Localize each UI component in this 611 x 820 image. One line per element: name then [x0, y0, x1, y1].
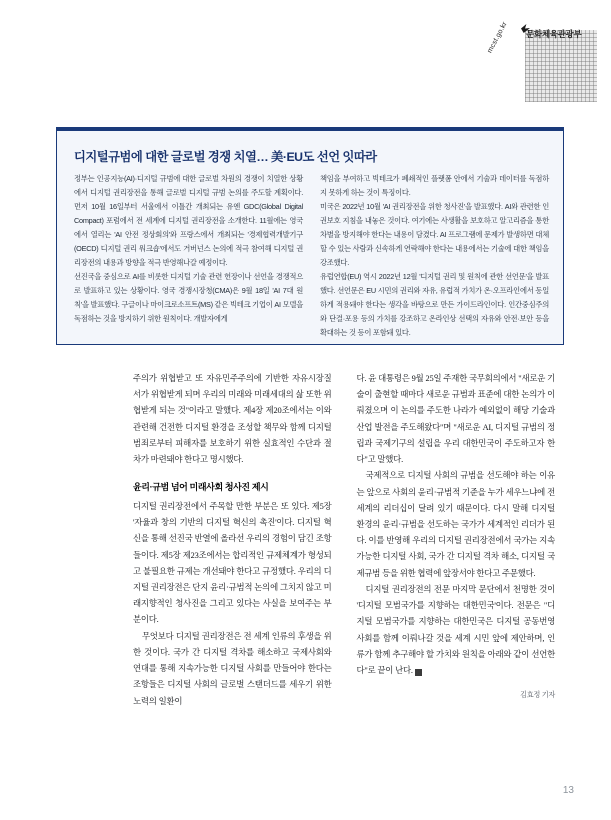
article-paragraph: 국제적으로 디지털 사회의 규범을 선도해야 하는 이유는 앞으로 사회의 윤리·규범적 기준을 누가 세우느냐에 전 세계의 리더십이 달려 있기 때문이다. 다시 말해 디지털 환경의 윤리·규범을 선도하는 국가가 세계적인 리더가 된다. 이를 반영해 우리의 디지털 권리장전에서 국가는 지속가능한 디지털 사회, 국가 간 디지털 격차 해소, 디지털 국제규범 등을 위한 협력에 앞장서야 한다고 주문했다.: [356, 471, 555, 578]
logo-url-text: mcst.go.kr: [486, 20, 509, 55]
article-byline: 김효정 기자: [520, 690, 555, 700]
article-paragraph-text: 디지털 권리장전의 전문 마지막 문단에서 천명한 것이 '디지털 모범국가를 지향하는 대한민국'이다. 전문은 "디지털 모범국가를 지향하는 대한민국은 디지털 공동번영사회를 함께 이뤄나갈 것을 세계 시민 앞에 제안하며, 인류가 함께 추구해야 할 가치와 원칙을 아래와 같이 선언한다"로 끝이 난다.: [356, 584, 555, 675]
highlight-box-right-column: [320, 172, 549, 337]
article-paragraph: 주의가 위협받고 또 자유민주주의에 기반한 자유시장질서가 위협받게 되며 우리의 미래와 미래세대의 삶 또한 위협받게 되는 것"이라고 말했다. 제4장 제20조에서는 이와 관련해 건전한 디지털 환경을 조성할 책무와 함께 디지털 범죄로부터 피해자를 보호하기 위한 실효적인 수단과 절차가 마련돼야 한다고 명시했다.: [133, 374, 332, 465]
page-number: 13: [562, 785, 574, 796]
masthead-logo: [486, 14, 597, 106]
highlight-box-left-column: [74, 172, 303, 334]
highlight-box-columns: [74, 172, 549, 337]
article-subheading: 윤리·규범 넘어 미래사회 청사진 제시: [133, 482, 269, 493]
highlight-paragraph: 유럽연합(EU) 역시 2022년 12월 '디지털 권리 및 원칙에 관한 선언문'을 발표했다. 선언문은 EU 시민의 권리와 자유, 유럽적 가치가 온·오프라인에서 동일하게 적용돼야 한다는 생각을 바탕으로 만든 가이드라인이다. 인간중심주의와 단결·포용 등의 가치를 강조하고 온라인상 선택의 자유와 안전·보안 등을 확대하는 것 등이 포함돼 있다.: [320, 272, 549, 337]
article-paragraph-final: [357, 582, 556, 679]
highlight-box-title: 디지털규범에 대한 글로벌 경쟁 치열… 美·EU도 선언 잇따라: [74, 150, 377, 164]
article-right-column: [357, 371, 556, 710]
highlight-paragraph: 책임을 부여하고 빅테크가 폐쇄적인 플랫폼 안에서 기술과 데이터를 독점하지 못하게 하는 것이 특징이다.: [320, 174, 549, 197]
highlight-paragraph: 미국은 2022년 10월 'AI 권리장전을 위한 청사진'을 발표했다. AI와 관련한 인권보호 지침을 내놓은 것이다. 여기에는 사생활을 보호하고 알고리즘을 통한 차별을 방지해야 한다는 내용이 담겼다. AI 프로그램에 문제가 발생하면 대체할 수 있는 사람과 신속하게 연락해야 한다는 내용에서는 기술에 대한 책임을 강조했다.: [320, 202, 549, 267]
article-paragraph: 다. 윤 대통령은 9월 25일 주재한 국무회의에서 "새로운 기술이 출현할 때마다 새로운 규범과 표준에 대한 논의가 이뤄졌으며 이 논의를 주도한 나라가 예외없이 해당 기술과 산업 발전을 주도해왔다"며 "새로운 AI, 디지털 규범의 정립과 국제기구의 설립을 우리 대한민국이 주도하고자 한다"고 말했다.: [356, 374, 555, 465]
highlight-box: [56, 127, 564, 345]
highlight-paragraph: 선진국을 중심으로 AI를 비롯한 디지털 기술 관련 헌장이나 선언을 경쟁적으로 발표하고 있는 상황이다. 영국 경쟁시장청(CMA)은 9월 18일 'AI 7대 원칙'을 발표했다. 구글이나 마이크로소프트(MS) 같은 빅테크 기업이 AI 모델을 독점하는 것을 방지하기 위한 원칙이다. 개발자에게: [74, 272, 303, 323]
ministry-name-label: 문화체육관광부: [526, 29, 582, 39]
article-paragraph: 디지털 권리장전에서 주목할 만한 부분은 또 있다. 제5장 '자율과 창의 기반의 디지털 혁신의 촉진'이다. 디지털 혁신을 통해 선진국 반열에 올라선 우리의 경험이 담긴 조항들이다. 제5장 제23조에서는 합리적인 규제체계가 형성되고 불필요한 규제는 개선돼야 한다고 규정했다. 우리의 디지털 권리장전은 단지 윤리·규범적 논의에 그치지 않고 미래지향적인 청사진을 그리고 있다는 사실을 보여주는 부분이다.: [133, 501, 332, 625]
article-left-column: [133, 371, 332, 710]
highlight-paragraph: 정부는 인공지능(AI)·디지털 규범에 대한 글로벌 차원의 경쟁이 치열한 상황에서 디지털 권리장전을 통해 글로벌 디지털 규범 논의를 주도할 계획이다. 먼저 10월 16일부터 서울에서 이틀간 개최되는 유엔 GDC(Global Digital Compact) 포럼에서 전 세계에 디지털 권리장전을 소개한다. 11월에는 영국에서 열리는 'AI 안전 정상회의'와 프랑스에서 개최되는 '경제협력개발기구(OECD) 디지털 권리 워크숍'에서도 거버넌스 논의에 적극 참여해 디지털 권리장전의 내용과 방향을 적극 반영해나갈 예정이다.: [74, 174, 303, 267]
end-of-article-mark: K: [415, 669, 422, 676]
article-paragraph: 무엇보다 디지털 권리장전은 전 세계 인류의 후생을 위한 것이다. 국가 간 디지털 격차를 해소하고 국제사회와 연대를 통해 지속가능한 디지털 사회를 만들어야 한다는 조항들은 디지털 사회의 글로벌 스탠더드를 세우기 위한 노력의 일환이: [133, 631, 332, 706]
article-body: [133, 371, 555, 710]
